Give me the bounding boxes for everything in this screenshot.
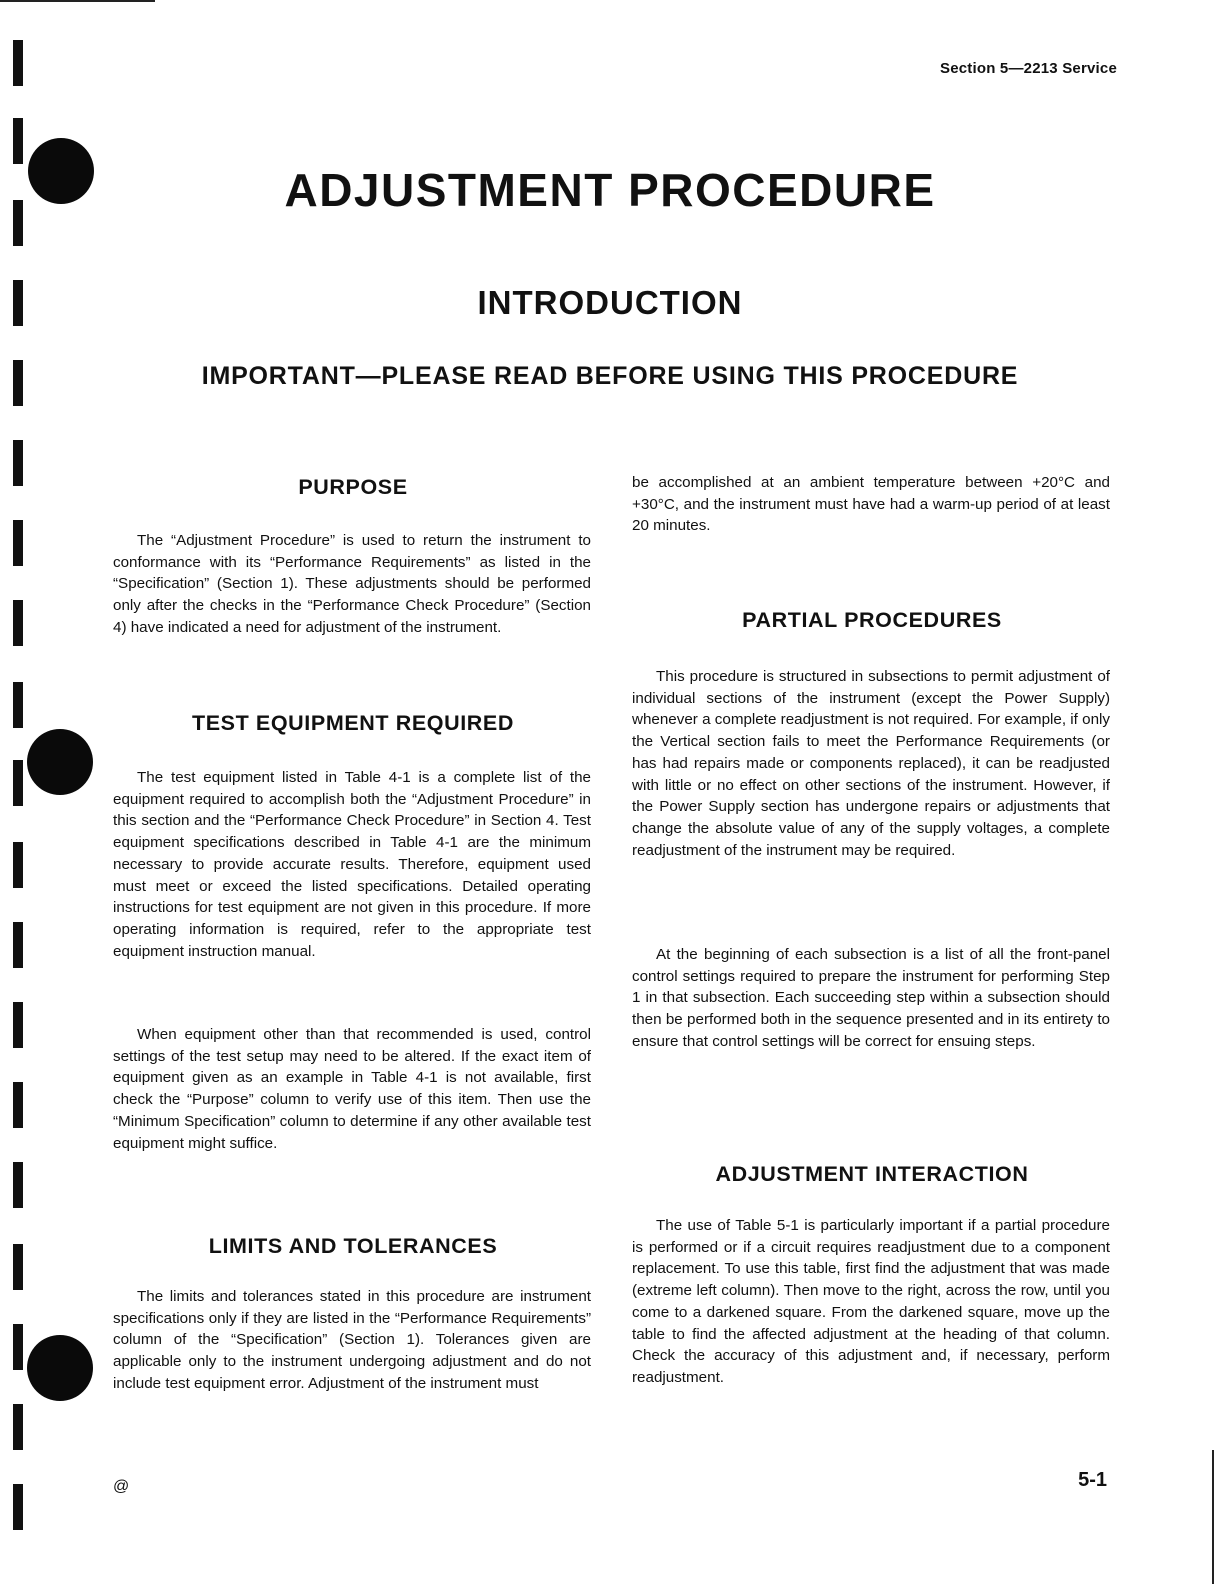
- adjustment-interaction-paragraph: The use of Table 5-1 is particularly important if a partial procedure is performed or if a circuit requires readjustment due to a component replacement. To use this table, first find the adjustment that was made (extreme left column). Then move to the right, across the row, until you come to a darkened square. From the darkened square, move up the table to find the affected adjustment at the heading of that column. Check the accuracy of this adjustment and, if necessary, perform readjustment.: [632, 1217, 1110, 1386]
- important-notice: IMPORTANT—PLEASE READ BEFORE USING THIS PROCEDURE: [201, 362, 1019, 390]
- binder-mark: [13, 842, 23, 888]
- test-equipment-paragraph-2: When equipment other than that recommended is used, control settings of the test setup may need to be altered. If the exact item of equipment given as an example in Table 4-1 is not available, first check the “Purpose” column to verify use of this item. Then use the “Minimum Specification” column to determine if any other available test equipment might suffice.: [113, 1026, 591, 1152]
- binder-mark: [13, 1244, 23, 1290]
- top-edge-line: [0, 0, 155, 2]
- adjustment-interaction-heading: ADJUSTMENT INTERACTION: [715, 1162, 1029, 1186]
- section-header: Section 5—2213 Service: [939, 60, 1117, 77]
- binder-mark: [13, 118, 23, 164]
- purpose-heading: PURPOSE: [298, 475, 408, 499]
- binder-mark: [13, 682, 23, 728]
- partial-procedures-paragraph-1: This procedure is structured in subsections to permit adjustment of individual sections of the instrument (except the Power Supply) whenever a complete readjustment is not required. For example, if only the Vertical section fails to meet the Performance Requirements (or has had repairs made or components replaced), it can be readjusted with little or no effect on other sections of the instrument. However, if the Power Supply section has undergone repairs or adjustments that change the absolute value of any of the supply voltages, a complete readjustment of the instrument may be required.: [632, 668, 1110, 859]
- partial-procedures-heading: PARTIAL PROCEDURES: [742, 608, 1002, 632]
- binder-mark: [13, 1484, 23, 1530]
- binder-mark: [13, 40, 23, 86]
- limits-paragraph: The limits and tolerances stated in this procedure are instrument specifications only if they are listed in the “Performance Requirements” column of the “Specification” (Section 1). Tolerances given are applicable only to the instrument undergoing adjustment and do not include test equipment error. Adjustment of the instrument must: [113, 1288, 591, 1392]
- introduction-title: INTRODUCTION: [477, 284, 743, 321]
- binder-mark: [13, 760, 23, 806]
- right-edge-line: [1212, 1450, 1214, 1584]
- binder-mark: [13, 1002, 23, 1048]
- limits-heading: LIMITS AND TOLERANCES: [208, 1234, 498, 1258]
- binder-mark: [13, 1404, 23, 1450]
- punch-hole: [27, 729, 93, 795]
- purpose-paragraph: The “Adjustment Procedure” is used to return the instrument to conformance with its “Performance Requirements” as listed in the “Specification” (Section 1). These adjustments should be performed only after the checks in the “Performance Check Procedure” (Section 4) have indicated a need for adjustment of the instrument.: [113, 532, 591, 636]
- limits-continued-paragraph: be accomplished at an ambient temperature between +20°C and +30°C, and the instrument must have had a warm-up period of at least 20 minutes.: [632, 474, 1110, 535]
- page-title: ADJUSTMENT PROCEDURE: [284, 164, 936, 216]
- page-number: 5-1: [1078, 1469, 1107, 1491]
- test-equipment-paragraph-1: The test equipment listed in Table 4-1 is a complete list of the equipment required to accomplish both the “Adjustment Procedure” in this section and the “Performance Check Procedure” in Section 4. Test equipment specifications described in Table 4-1 are the minimum necessary to provide accurate results. Therefore, equipment used must meet or exceed the listed specifications. Detailed operating instructions for test equipment are not given in this procedure. If more operating information is required, refer to the appropriate test equipment instruction manual.: [113, 769, 591, 960]
- test-equipment-heading: TEST EQUIPMENT REQUIRED: [192, 711, 514, 735]
- binder-mark: [13, 600, 23, 646]
- footer-mark: @: [113, 1478, 130, 1495]
- binder-mark: [13, 520, 23, 566]
- binder-mark: [13, 440, 23, 486]
- partial-procedures-paragraph-2: At the beginning of each subsection is a list of all the front-panel control settings required to prepare the instrument for performing Step 1 in that subsection. Each succeeding step within a subsection should then be performed both in the sequence presented and in its entirety to ensure that control settings will be correct for ensuing steps.: [632, 946, 1110, 1050]
- punch-hole: [27, 1335, 93, 1401]
- binder-mark: [13, 1324, 23, 1370]
- binder-mark: [13, 1082, 23, 1128]
- binder-mark: [13, 922, 23, 968]
- binder-mark: [13, 1162, 23, 1208]
